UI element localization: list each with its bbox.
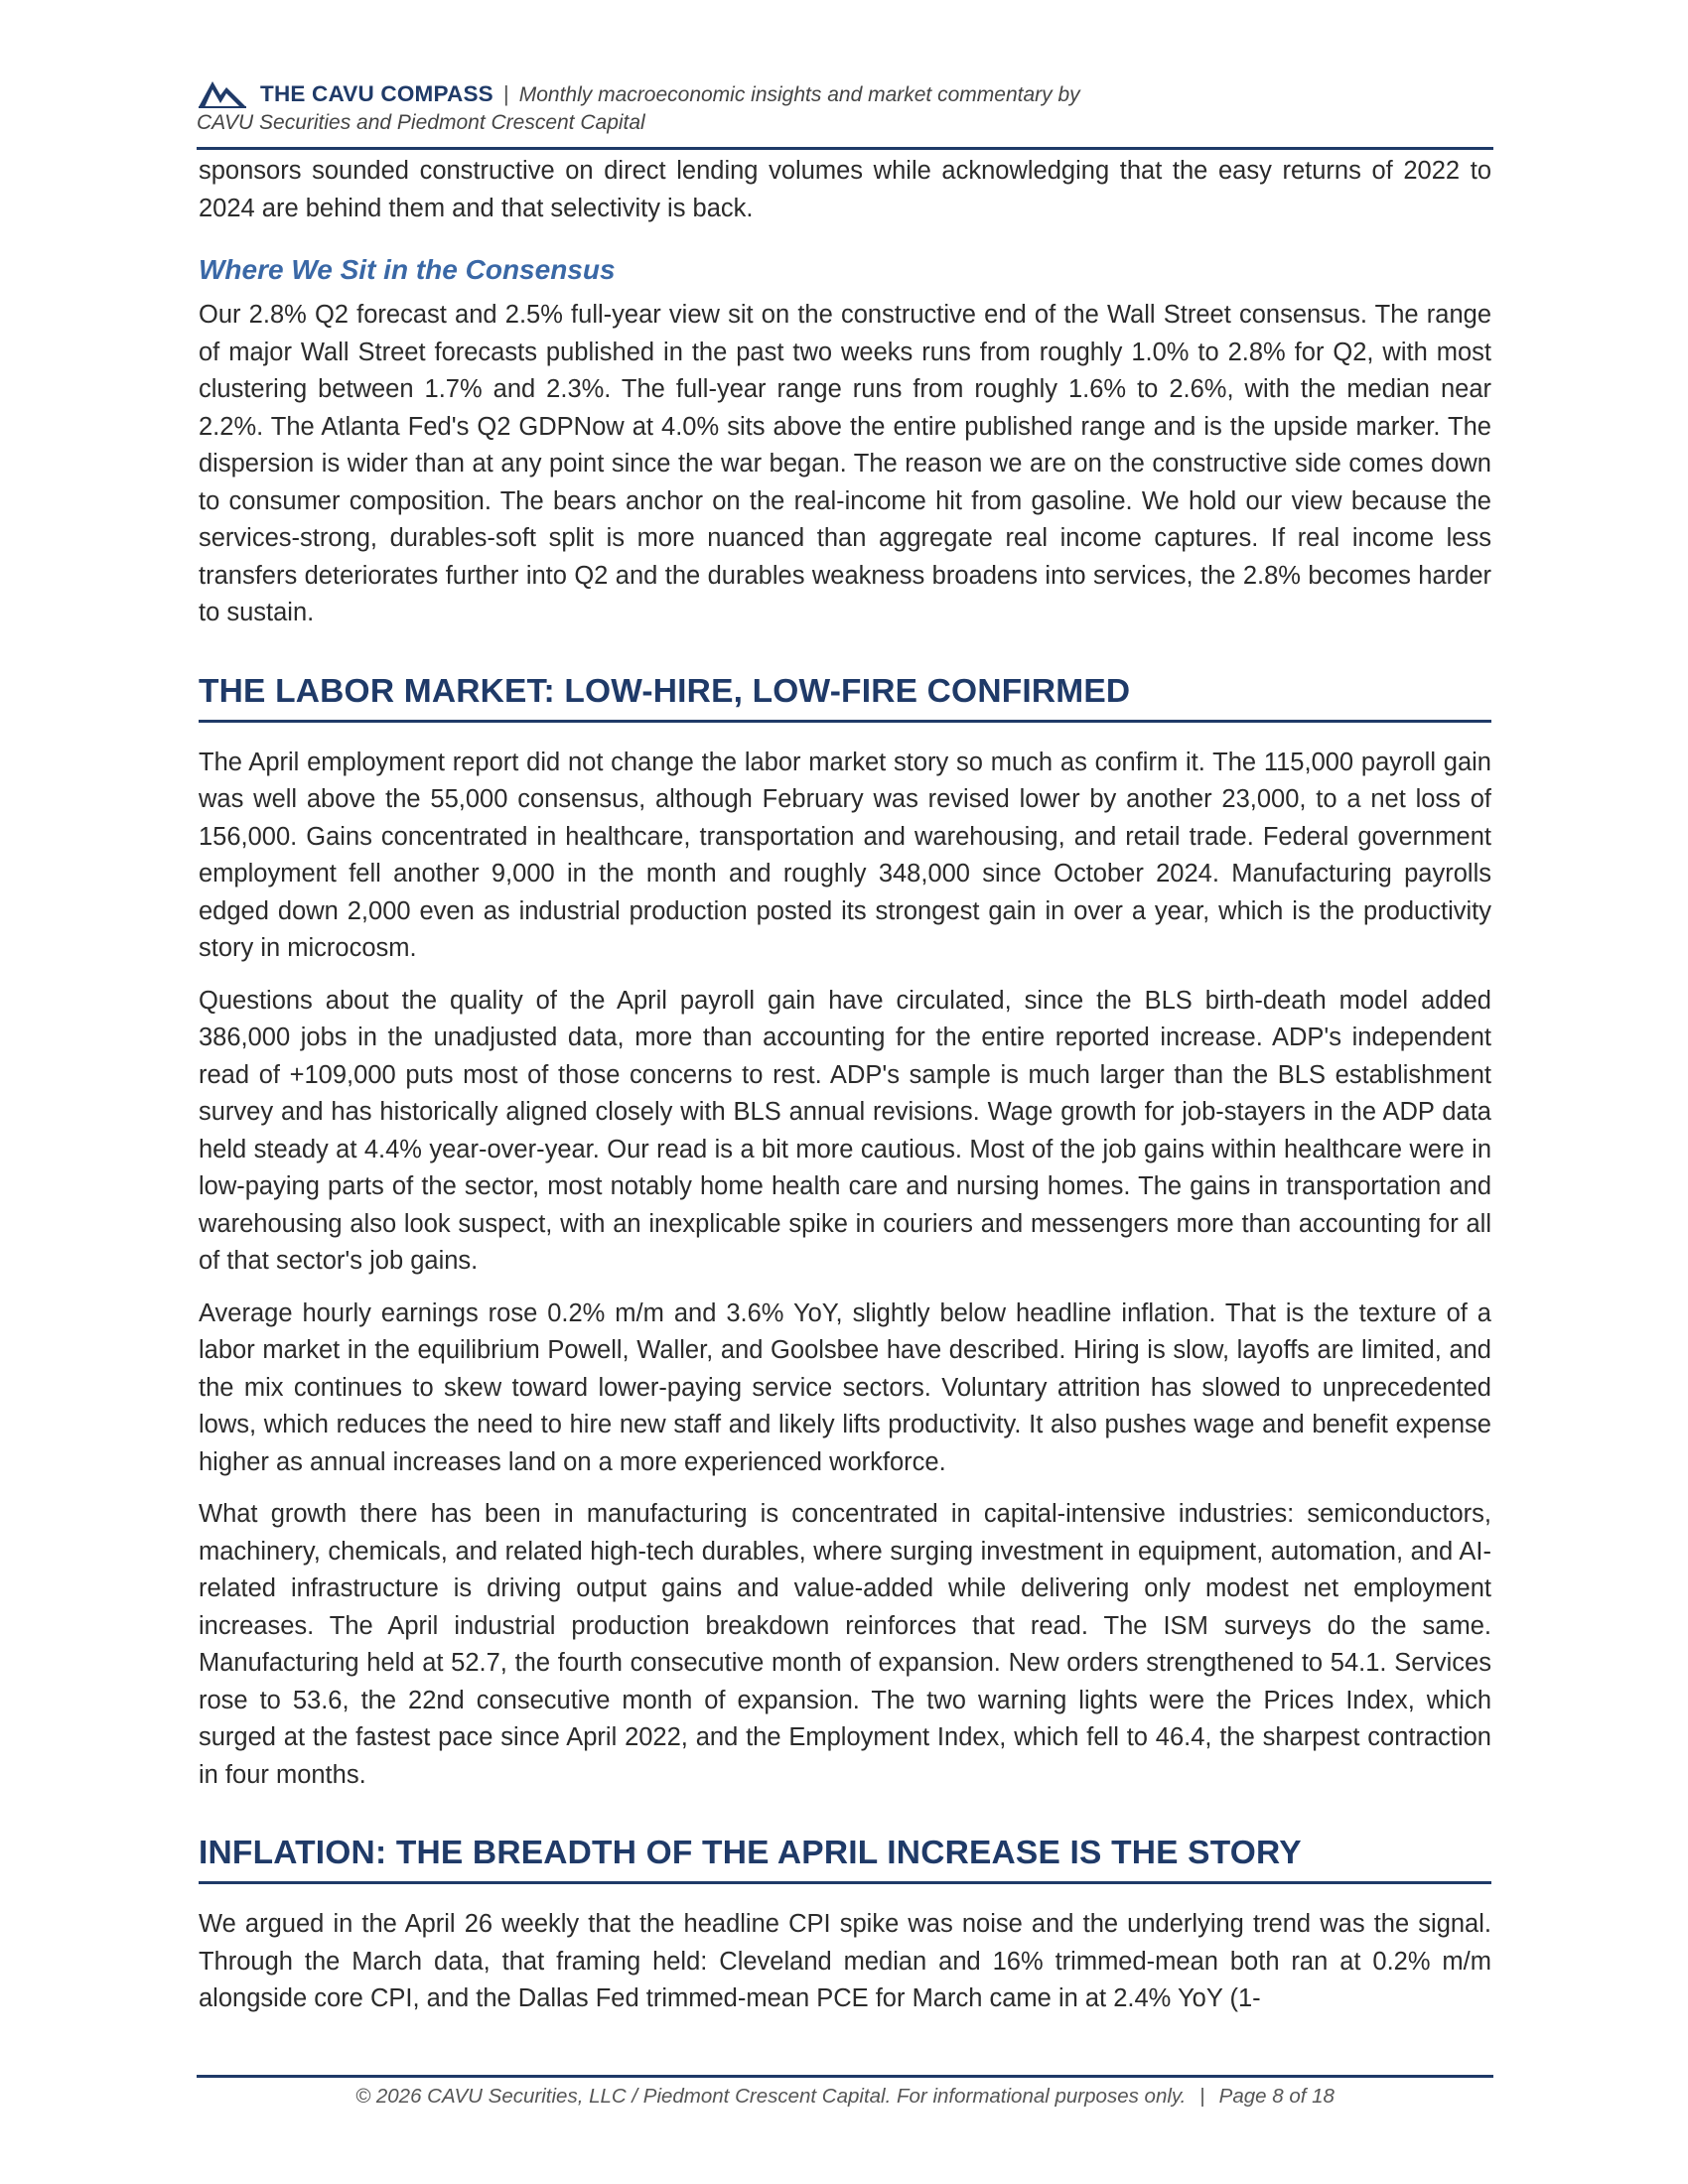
header-divider [197,147,1493,150]
section-title-labor: THE LABOR MARKET: LOW-HIRE, LOW-FIRE CONFIRMED [199,672,1131,710]
page-number: Page 8 of 18 [1218,2085,1335,2108]
paragraph-labor-2: Questions about the quality of the April payroll gain have circulated, since the BLS birth-death model added 386,000 jobs in the unadjusted data, more than accounting for the entire reported increase. ADP's independent read of +109,000 puts most of those concerns to rest. ADP's sample is much larger than the BLS establishment survey and has historically aligned closely with BLS annual revisions. Wage growth for job-stayers in the ADP data held steady at 4.4% year-over-year. Our read is a bit more cautious. Most of the job gains within healthcare were in low-paying parts of the sector, most notably home health care and nursing homes. The gains in transportation and warehousing also look suspect, with an inexplicable spike in couriers and messengers more than accounting for all of that sector's job gains. [199,986,1491,1275]
brand-name: THE CAVU COMPASS [260,81,493,106]
paragraph-labor-3: Average hourly earnings rose 0.2% m/m and 3.6% YoY, slightly below headline inflation. That is the texture of a labor market in the equilibrium Powell, Waller, and Goolsbee have described. Hiring is slow, layoffs are limited, and the mix continues to skew toward lower-paying service sectors. Voluntary attrition has slowed to unprecedented lows, which reduces the need to hire new staff and likely lifts productivity. It also pushes wage and benefit expense higher as annual increases land on a more experienced workforce. [199,1298,1491,1476]
page-footer [197,2085,1493,2109]
paragraph-consensus: Our 2.8% Q2 forecast and 2.5% full-year view sit on the constructive end of the Wall Street consensus. The range of major Wall Street forecasts published in the past two weeks runs from roughly 1.0% to 2.8% for Q2, with most clustering between 1.7% and 2.3%. The full-year range runs from roughly 1.6% to 2.6%, with the median near 2.2%. The Atlanta Fed's Q2 GDPNow at 4.0% sits above the entire published range and is the upside marker. The dispersion is wider than at any point since the war began. The reason we are on the constructive side comes down to consumer composition. The bears anchor on the real-income hit from gasoline. We hold our view because the services-strong, durables-soft split is more nuanced than aggregate real income captures. If real income less transfers deteriorates further into Q2 and the durables weakness broadens into services, the 2.8% becomes harder to sustain. [199,301,1491,626]
paragraph-labor-1: The April employment report did not change the labor market story so much as confirm it. The 115,000 payroll gain was well above the 55,000 consensus, although February was revised lower by another 23,000, to a net loss of 156,000. Gains concentrated in healthcare, transportation and warehousing, and retail trade. Federal government employment fell another 9,000 in the month and roughly 348,000 since October 2024. Manufacturing payrolls edged down 2,000 even as industrial production posted its strongest gain in over a year, which is the productivity story in microcosm. [199,748,1491,962]
header-separator: | [502,81,509,106]
page-body [199,153,1491,2033]
mountain-peaks-logo-icon [197,75,248,109]
paragraph-labor-4: What growth there has been in manufacturing is concentrated in capital-intensive industries: semiconductors, machinery, chemicals, and related high-tech durables, where surging investment in equipment, automation, and AI-related infrastructure is driving output gains and value-added while delivering only modest net employment increases. The April industrial production breakdown reinforces that read. The ISM surveys do the same. Manufacturing held at 52.7, the fourth consecutive month of expansion. New orders strengthened to 54.1. Services rose to 53.6, the 22nd consecutive month of expansion. The two warning lights were the Prices Index, which surged at the fastest pace since April 2022, and the Employment Index, which fell to 46.4, the sharpest contraction in four months. [199,1500,1491,1789]
section-title-inflation: INFLATION: THE BREADTH OF THE APRIL INCREASE IS THE STORY [199,1835,1302,1871]
section-heading-labor [199,670,1491,723]
footer-separator: | [1199,2085,1205,2108]
header-line-1 [260,81,1080,107]
subheading-consensus: Where We Sit in the Consensus [199,254,616,285]
header-tagline: Monthly macroeconomic insights and market commentary by [518,83,1080,106]
paragraph-inflation-1: We argued in the April 26 weekly that the headline CPI spike was noise and the underlying trend was the signal. Through the March data, that framing held: Cleveland median and 16% trimmed-mean both ran at 0.2% m/m alongside core CPI, and the Dallas Fed trimmed-mean PCE for March came in at 2.4% YoY (1- [199,1910,1491,2012]
footer-copyright: © 2026 CAVU Securities, LLC / Piedmont Crescent Capital. For informational purposes only. [355,2085,1187,2108]
footer-divider [197,2075,1493,2078]
header-tagline-continued: CAVU Securities and Piedmont Crescent Capital [197,111,645,134]
section-heading-inflation [199,1832,1491,1884]
paragraph-continued: sponsors sounded constructive on direct lending volumes while acknowledging that the easy returns of 2022 to 2024 are behind them and that selectivity is back. [199,157,1491,222]
